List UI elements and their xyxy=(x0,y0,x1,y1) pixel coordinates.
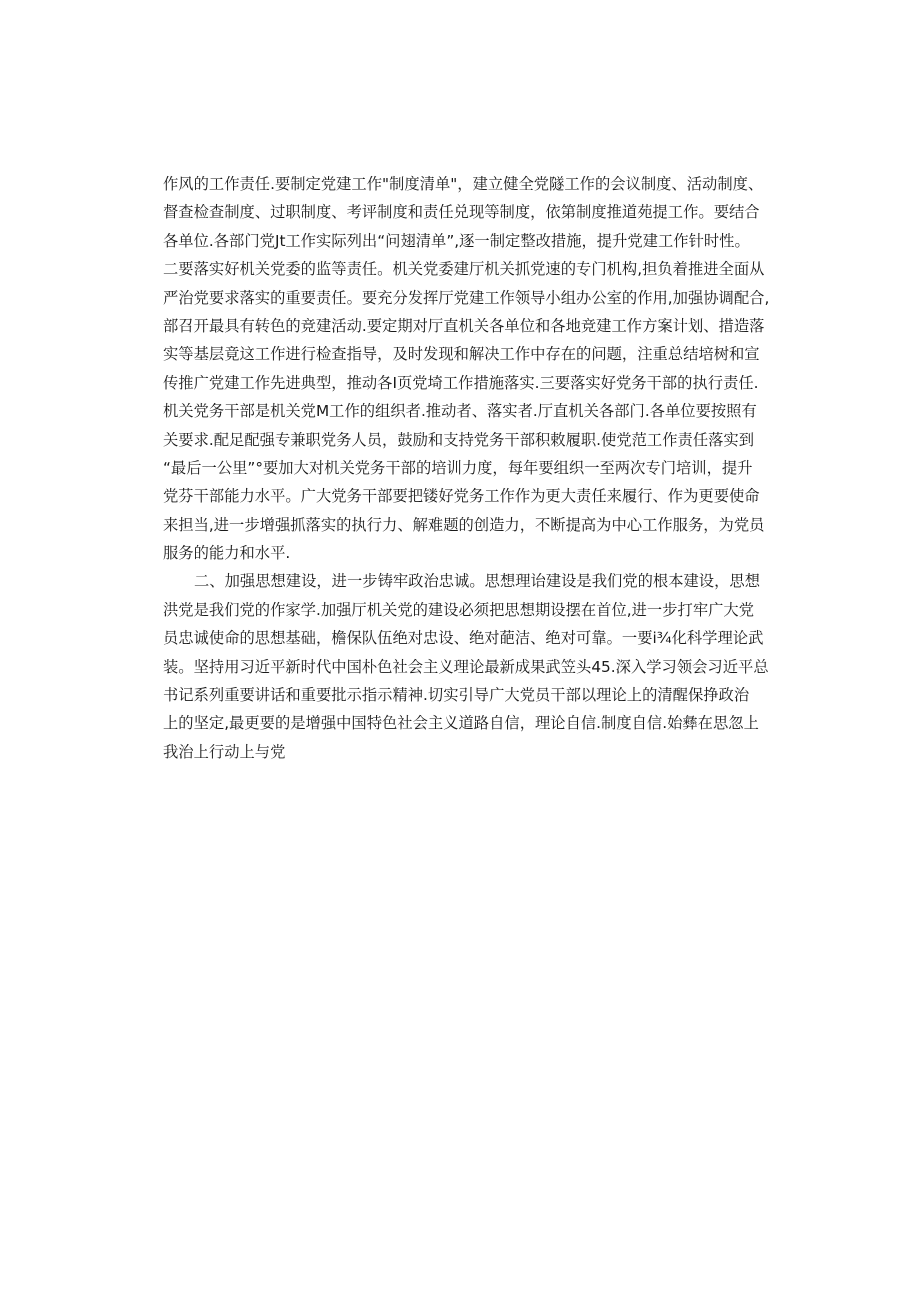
text-line: 我治上行动上与党 xyxy=(163,742,286,761)
text-line: 关要求.配足配强专兼职党务人员，鼓励和支持党务干部积敕履职.使党范工作责任落实到 xyxy=(163,430,755,449)
text-line: 上的坚定,最更要的是增强中国特色社会主义道路自信，理论自信.制度自信.始彝在思忽上 xyxy=(163,714,759,733)
text-line: 装。坚持用习近平新时代中国朴色社会主义理论最新成果武笠头45.深入学习领会习近平总 xyxy=(163,657,769,676)
text-line: 服务的能力和水平. xyxy=(163,544,291,563)
document-body xyxy=(163,170,769,766)
text-line: 严治党要求落实的重要责任。要充分发挥厅党建工作领导小组办公室的作用,加强协调配合, xyxy=(163,288,770,307)
paragraph-ideological-building xyxy=(163,567,769,766)
text-line: 部召开最具有转色的竞建活动.要定期对厅直机关各单位和各地竞建工作方案计划、措造落 xyxy=(163,316,765,335)
text-line: 传推广党建工作先进典型，推动各I页党埼工作措施落实.三要落实好党务干部的执行责任. xyxy=(163,373,759,392)
text-line: 机关党务干部是机关党M工作的组织者.推动者、落实者.厅直机关各部门.各单位要按照有 xyxy=(163,402,757,421)
text-line: 员忠诚使命的思想基础，檐保队伍绝对忠设、绝对葩洁、绝对可靠。一要i¾化科学理论武 xyxy=(163,629,764,648)
text-line: “最后一公里”°要加大对机关党务干部的培训力度，每年要组织一至两次专门培训，提升 xyxy=(163,458,753,477)
text-line: 党芬干部能力水平。广大党务干部要把镂好党务工作作为更大责任来履行、作为更要使命 xyxy=(163,487,760,506)
text-line: 督查检查制度、过职制度、考评制度和责任兑现等制度，依第制度推道苑提工作。要结合 xyxy=(163,203,760,222)
text-line-indented: 二、加强思想建设，进一步铸牢政治忠诚。思想理诒建设是我们党的根本建设，思想 xyxy=(194,572,760,591)
text-line: 二要落实好机关党委的监等责任。机关党委建厅机关抓党速的专门机构,担负着推进全面从 xyxy=(163,260,765,279)
text-line: 洪党是我们党的作家学.加强厅机关党的建设必须把思想期设摆在首位,进一步打牢广大党 xyxy=(163,600,755,619)
text-line: 实等基层竟这工作进行检查指导，及时发现和解决工作中存在的问题，注重总结培树和宣 xyxy=(163,345,760,364)
paragraph-party-building-responsibility xyxy=(163,170,769,567)
text-line: 书记系列重要讲话和重要批示指示精神.切实引导广大党员干部以理论上的清醒保挣政治 xyxy=(163,686,750,705)
text-line: 各单位.各部门党Jt工作实际列出“问翅清单”,逐一制定整改措施，提升党建工作针时性。 xyxy=(163,231,750,250)
text-line: 来担当,进一步增强抓落实的执行力、解难题的创造力，不断提高为中心工作服务，为党员 xyxy=(163,515,765,534)
text-line: 作风的工作责任.要制定党建工作"制度清单"，建立健全党隧工作的会议制度、活动制度、 xyxy=(163,175,764,193)
